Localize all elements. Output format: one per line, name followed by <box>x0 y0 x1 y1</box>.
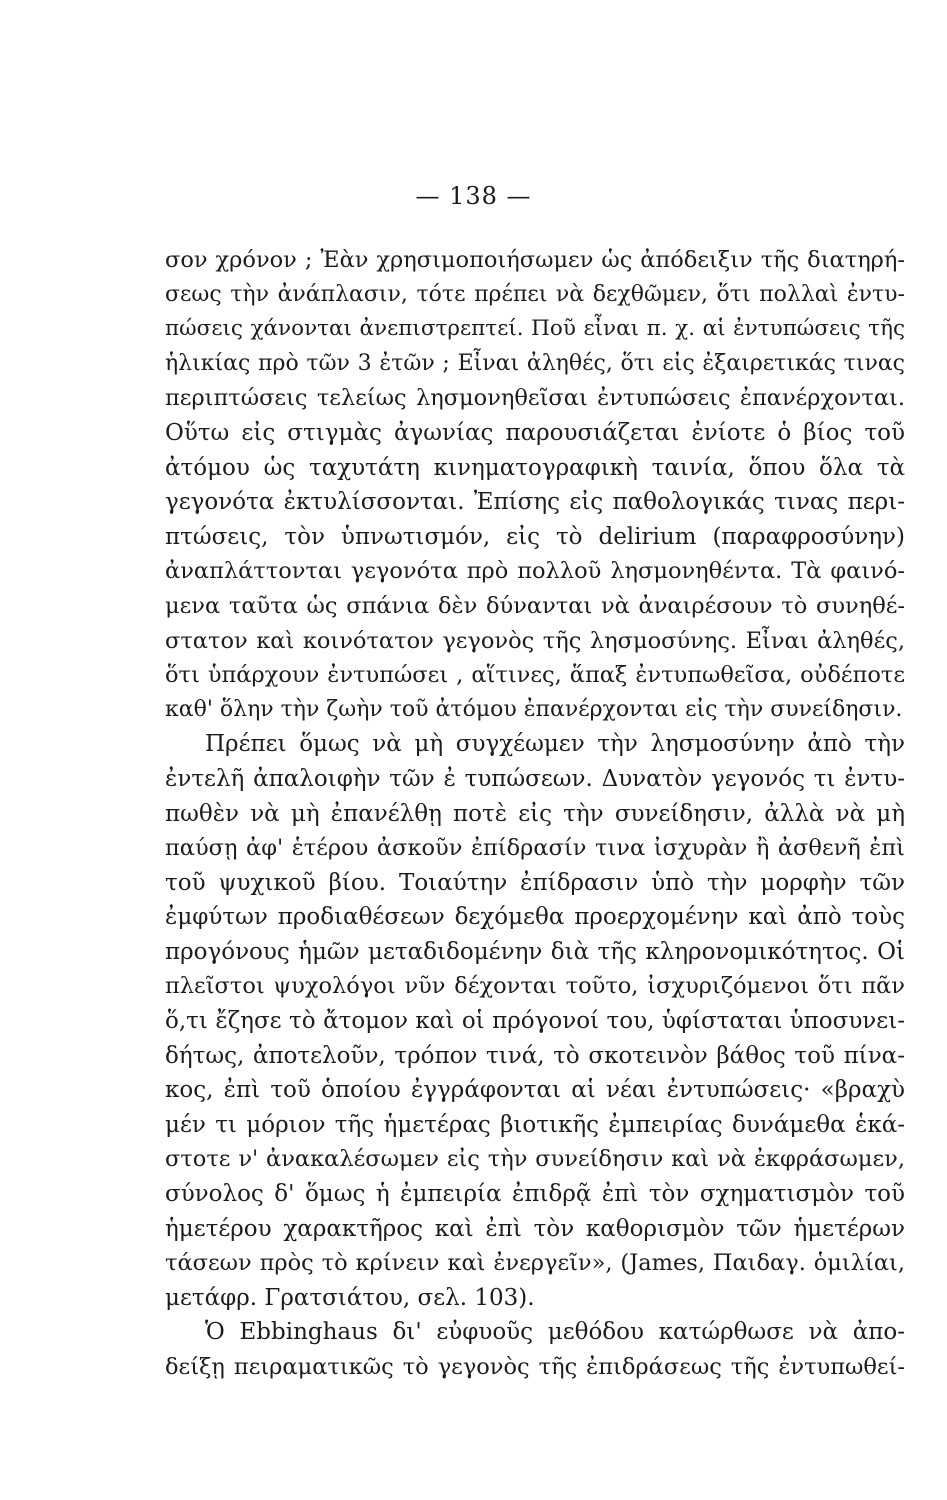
text-line: προγόνους ἡμῶν μεταδιδομένην διὰ τῆς κληρονομικότητος. Οἱ <box>165 938 905 965</box>
text-line: στοτε ν' ἀνακαλέσωμεν εἰς τὴν συνείδησιν καὶ νὰ ἐκφράσωμεν, <box>165 1146 905 1173</box>
text-line: σύνολος δ' ὅμως ἡ ἐμπειρία ἐπιδρᾷ ἐπὶ τὸν σχηματισμὸν τοῦ <box>165 1181 905 1208</box>
body-text <box>165 243 905 1385</box>
page-number: — 138 — <box>415 182 532 210</box>
text-line: ὅ,τι ἔζησε τὸ ἄτομον καὶ οἱ πρόγονοί του, ὑφίσταται ὑποσυνει- <box>165 1008 905 1035</box>
text-line: Οὕτω εἰς στιγμὰς ἀγωνίας παρουσιάζεται ἐνίοτε ὁ βίος τοῦ <box>165 419 905 446</box>
text-line: πωθὲν νὰ μὴ ἐπανέλθῃ ποτὲ εἰς τὴν συνείδησιν, ἀλλὰ νὰ μὴ <box>165 800 905 827</box>
text-line: κος, ἐπὶ τοῦ ὁποίου ἐγγράφονται αἱ νέαι ἐντυπώσεις· «βραχὺ <box>165 1077 905 1104</box>
text-line: μετάφρ. Γρατσιάτου, σελ. 103). <box>165 1284 535 1311</box>
text-line: ὅτι ὑπάρχουν ἐντυπώσει , αἵτινες, ἅπαξ ἐντυπωθεῖσα, οὐδέποτε <box>165 662 905 689</box>
text-line: μενα ταῦτα ὡς σπάνια δὲν δύνανται νὰ ἀναιρέσουν τὸ συνηθέ- <box>165 592 905 619</box>
text-line: Ὁ Ebbinghaus δι' εὐφυοῦς μεθόδου κατώρθωσε νὰ ἀπο- <box>205 1319 905 1346</box>
text-line: πώσεις χάνονται ἀνεπιστρεπτεί. Ποῦ εἶναι π. χ. αἱ ἐντυπώσεις τῆς <box>165 316 905 342</box>
text-line: περιπτώσεις τελείως λησμονηθεῖσαι ἐντυπώσεις ἐπανέρχονται. <box>165 385 905 412</box>
text-line: καθ' ὅλην τὴν ζωὴν τοῦ ἀτόμου ἐπανέρχονται εἰς τὴν συνείδησιν. <box>165 696 903 722</box>
text-line: δείξῃ πειραματικῶς τὸ γεγονὸς τῆς ἐπιδράσεως τῆς ἐντυπωθεί- <box>165 1354 905 1380</box>
text-line: πτώσεις, τὸν ὑπνωτισμόν, εἰς τὸ delirium (παραφροσύνην) <box>165 523 905 550</box>
text-line: ἐντελῆ ἀπαλοιφὴν τῶν ἐ τυπώσεων. Δυνατὸν γεγονός τι ἐντυ- <box>165 765 905 792</box>
text-line: ἡλικίας πρὸ τῶν 3 ἐτῶν ; Εἶναι ἀληθές, ὅτι εἰς ἐξαιρετικάς τινας <box>165 350 905 376</box>
text-line: Πρέπει ὅμως νὰ μὴ συγχέωμεν τὴν λησμοσύνην ἀπὸ τὴν <box>205 731 905 758</box>
text-line: τοῦ ψυχικοῦ βίου. Τοιαύτην ἐπίδρασιν ὑπὸ τὴν μορφὴν τῶν <box>165 869 905 896</box>
text-line: πλεῖστοι ψυχολόγοι νῦν δέχονται τοῦτο, ἰσχυριζόμενοι ὅτι πᾶν <box>165 973 905 1000</box>
text-line: στατον καὶ κοινότατον γεγονὸς τῆς λησμοσύνης. Εἶναι ἀληθές, <box>165 627 905 654</box>
text-line: μέν τι μόριον τῆς ἡμετέρας βιοτικῆς ἐμπειρίας δυνάμεθα ἑκά- <box>165 1111 905 1138</box>
text-line: γεγονότα ἐκτυλίσσονται. Ἐπίσης εἰς παθολογικάς τινας περι- <box>165 489 905 516</box>
text-line: ἀτόμου ὡς ταχυτάτη κινηματογραφικὴ ταινία, ὅπου ὅλα τὰ <box>165 454 905 481</box>
text-line: ἐμφύτων προδιαθέσεων δεχόμεθα προερχομένην καὶ ἀπὸ τοὺς <box>165 904 905 931</box>
text-line: τάσεων πρὸς τὸ κρίνειν καὶ ἐνεργεῖν», (James, Παιδαγ. ὁμιλίαι, <box>165 1250 905 1277</box>
text-line: παύσῃ ἀφ' ἑτέρου ἀσκοῦν ἐπίδρασίν τινα ἰσχυρὰν ἢ ἀσθενῆ ἐπὶ <box>165 835 905 862</box>
text-line: σον χρόνον ; Ἐὰν χρησιμοποιήσωμεν ὡς ἀπόδειξιν τῆς διατηρή- <box>165 247 905 273</box>
text-line: σεως τὴν ἀνάπλασιν, τότε πρέπει νὰ δεχθῶμεν, ὅτι πολλαὶ ἐντυ- <box>165 281 905 307</box>
text-line: ἡμετέρου χαρακτῆρος καὶ ἐπὶ τὸν καθορισμὸν τῶν ἡμετέρων <box>165 1215 905 1242</box>
text-line: δήτως, ἀποτελοῦν, τρόπον τινά, τὸ σκοτεινὸν βάθος τοῦ πίνα- <box>165 1042 905 1069</box>
text-line: ἀναπλάττονται γεγονότα πρὸ πολλοῦ λησμονηθέντα. Τὰ φαινό- <box>165 558 905 585</box>
